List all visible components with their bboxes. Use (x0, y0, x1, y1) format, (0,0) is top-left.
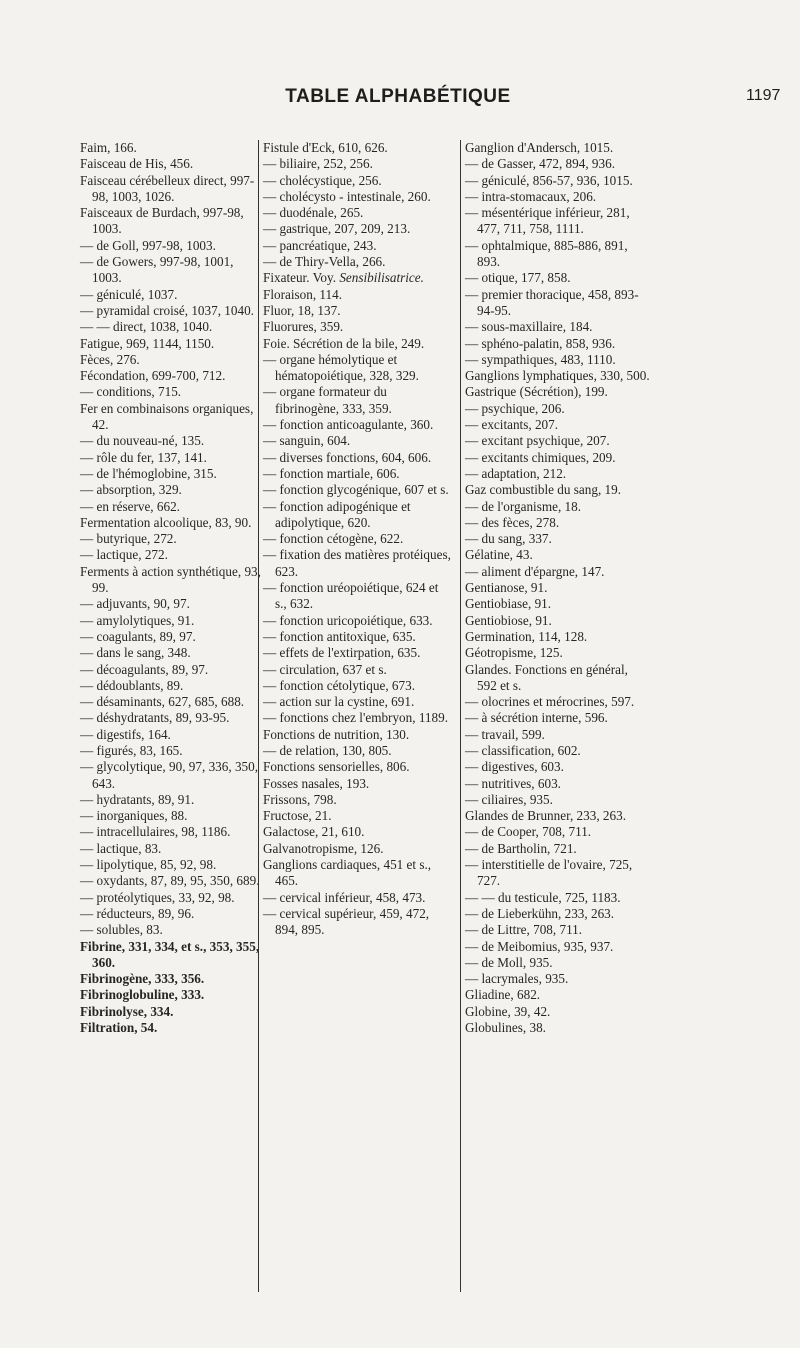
index-entry (80, 792, 262, 808)
index-entry (80, 433, 262, 449)
index-entry (465, 580, 651, 596)
index-entry (465, 238, 651, 271)
index-entry-text: Gélatine, 43. (465, 547, 533, 563)
index-entry-text: — fonction cétolytique, 673. (263, 677, 415, 693)
index-entry-text: — excitants, 207. (465, 417, 559, 433)
index-entry (465, 596, 651, 612)
index-entry-text: — psychique, 206. (465, 400, 565, 416)
index-entry-text: — interstitielle de l'ovaire, 725, 727. (465, 857, 633, 889)
index-entry-text: — solubles, 83. (80, 922, 163, 938)
index-entry (80, 857, 262, 873)
index-entry (80, 173, 262, 206)
index-entry-text: — de Bartholin, 721. (465, 840, 577, 856)
index-entry (263, 743, 453, 759)
index-entry-text: Galactose, 21, 610. (263, 824, 365, 840)
index-entry-text: Faisceaux de Burdach, 997-98, 1003. (80, 205, 244, 237)
index-entry (465, 173, 651, 189)
index-entry (263, 613, 453, 629)
index-entry (263, 189, 453, 205)
index-entry (80, 759, 262, 792)
index-entry (263, 694, 453, 710)
index-column-1 (80, 140, 262, 1036)
index-entry-text: Globine, 39, 42. (465, 1003, 551, 1019)
index-entry (80, 547, 262, 563)
index-entry (263, 727, 453, 743)
index-entry (263, 580, 453, 613)
index-entry-text: — hydratants, 89, 91. (80, 791, 195, 807)
index-entry (465, 352, 651, 368)
index-entry (465, 205, 651, 238)
index-entry (465, 987, 651, 1003)
index-entry-text: — de Littre, 708, 711. (465, 922, 583, 938)
index-entry-text: Fluor, 18, 137. (263, 302, 341, 318)
index-entry-text: — fonction glycogénique, 607 et s. (263, 482, 449, 498)
index-entry-text: — aliment d'épargne, 147. (465, 563, 605, 579)
index-entry-text: Fer en combinaisons organiques, 42. (80, 400, 254, 433)
index-entry (263, 890, 453, 906)
index-entry-text: Fibrinoglobuline, 333. (80, 987, 205, 1003)
index-entry (465, 140, 651, 156)
index-entry-text: — ciliaires, 935. (465, 791, 553, 807)
index-entry (80, 319, 262, 335)
index-entry-text: — digestifs, 164. (80, 726, 171, 742)
index-entry-text: — cholécystique, 256. (263, 172, 382, 188)
index-entry-text: — des fèces, 278. (465, 514, 560, 530)
index-entry-text: — duodénale, 265. (263, 205, 364, 221)
index-entry (263, 824, 453, 840)
index-entry (263, 417, 453, 433)
index-entry (465, 531, 651, 547)
index-entry-text: — conditions, 715. (80, 384, 182, 400)
index-entry-text: — de Moll, 935. (465, 954, 553, 970)
index-column-3 (460, 140, 651, 1292)
index-entry (465, 287, 651, 320)
index-entry (263, 205, 453, 221)
index-entry-text: — gastrique, 207, 209, 213. (263, 221, 411, 237)
index-entry-text: — butyrique, 272. (80, 531, 177, 547)
index-entry-text: — de Thiry-Vella, 266. (263, 254, 386, 270)
index-entry (465, 727, 651, 743)
index-entry-text: Fluorures, 359. (263, 319, 344, 335)
index-entry-text: Fibrinogène, 333, 356. (80, 971, 205, 987)
index-entry-text: — dans le sang, 348. (80, 645, 191, 661)
index-entry (263, 303, 453, 319)
index-entry-text: — intra-stomacaux, 206. (465, 188, 597, 204)
index-entry (263, 710, 453, 726)
index-entry (263, 156, 453, 172)
index-entry-text: — travail, 599. (465, 726, 545, 742)
index-entry-text: — de Lieberkühn, 233, 263. (465, 905, 615, 921)
index-entry-text: — géniculé, 1037. (80, 286, 178, 302)
index-entry-text: — classification, 602. (465, 742, 581, 758)
index-entry (80, 368, 262, 384)
index-entry-text: — glycolytique, 90, 97, 336, 350, 643. (80, 759, 259, 791)
index-entry (80, 727, 262, 743)
index-entry (263, 238, 453, 254)
index-entry-text: — amylolytiques, 91. (80, 612, 195, 628)
index-entry (80, 156, 262, 172)
index-entry-text: — lipolytique, 85, 92, 98. (80, 857, 217, 873)
index-entry (80, 694, 262, 710)
index-entry (465, 645, 651, 661)
index-entry-text: Fructose, 21. (263, 808, 332, 824)
index-entry (465, 971, 651, 987)
index-entry (80, 384, 262, 400)
index-entry (80, 450, 262, 466)
index-entry-text: Gaz combustible du sang, 19. (465, 482, 622, 498)
index-entry-text: — ophtalmique, 885-886, 891, 893. (465, 237, 628, 270)
index-entry-text: — à sécrétion interne, 596. (465, 710, 608, 726)
index-entry-text: — pyramidal croisé, 1037, 1040. (80, 302, 254, 318)
index-entry-text: Foie. Sécrétion de la bile, 249. (263, 335, 425, 351)
index-entry (80, 645, 262, 661)
index-entry-text: — de Meibomius, 935, 937. (465, 938, 614, 954)
index-entry-text: — en réserve, 662. (80, 498, 180, 514)
index-entry (80, 482, 262, 498)
index-entry-text: Faim, 166. (80, 140, 137, 155)
index-entry (465, 613, 651, 629)
page-number: 1197 (746, 87, 781, 104)
index-entry (465, 499, 651, 515)
index-entry (263, 808, 453, 824)
index-entry (80, 596, 262, 612)
index-entry-text: — digestives, 603. (465, 759, 564, 775)
index-entry-text: — oxydants, 87, 89, 95, 350, 689. (80, 873, 260, 889)
index-entry (465, 1020, 651, 1036)
index-entry-text: — fonction cétogène, 622. (263, 531, 404, 547)
index-entry (263, 759, 453, 775)
index-entry (80, 873, 262, 889)
index-entry (263, 482, 453, 498)
index-entry (465, 841, 651, 857)
index-entry-text: — pancréatique, 243. (263, 237, 377, 253)
index-entry (465, 384, 651, 400)
index-entry-text: — mésentérique inférieur, 281, 477, 711, 758, 1111. (465, 205, 630, 237)
index-entry (465, 694, 651, 710)
index-entry (465, 417, 651, 433)
index-entry-text: — de Goll, 997-98, 1003. (80, 237, 216, 253)
index-entry-text: Fibrinolyse, 334. (80, 1003, 174, 1019)
index-entry-text: Fixateur. Voy. (263, 270, 337, 286)
index-entry-text: — du sang, 337. (465, 531, 552, 547)
index-entry-text: Filtration, 54. (80, 1020, 158, 1036)
index-entry-text: Fèces, 276. (80, 351, 140, 367)
index-entry (263, 173, 453, 189)
index-entry-text: — excitants chimiques, 209. (465, 449, 616, 465)
index-entry-text: — décoagulants, 89, 97. (80, 661, 209, 677)
index-entry-text: Fermentation alcoolique, 83, 90. (80, 514, 252, 530)
index-entry (263, 906, 453, 939)
index-entry (263, 319, 453, 335)
index-entry (465, 336, 651, 352)
index-entry-text: — nutritives, 603. (465, 775, 561, 791)
index-entry (465, 1004, 651, 1020)
index-entry (465, 808, 651, 824)
index-entry-text: Gastrique (Sécrétion), 199. (465, 384, 608, 400)
index-entry (263, 466, 453, 482)
index-entry-text: — otique, 177, 858. (465, 270, 571, 286)
index-entry (465, 547, 651, 563)
index-entry (465, 189, 651, 205)
index-entry (465, 401, 651, 417)
index-entry-text: — de Gasser, 472, 894, 936. (465, 156, 616, 172)
index-entry-text: Glandes de Brunner, 233, 263. (465, 808, 626, 824)
index-entry-text: — de relation, 130, 805. (263, 742, 392, 758)
index-entry (465, 955, 651, 971)
index-entry (80, 401, 262, 434)
index-entry-text: — lactique, 272. (80, 547, 168, 563)
index-entry (80, 743, 262, 759)
index-entry-text: Fécondation, 699-700, 712. (80, 368, 226, 384)
index-entry-text: — dédoublants, 89. (80, 677, 184, 693)
index-entry (80, 808, 262, 824)
index-entry (465, 743, 651, 759)
index-entry (263, 287, 453, 303)
index-entry-text: — sanguin, 604. (263, 433, 351, 449)
index-entry (263, 384, 453, 417)
index-entry (80, 564, 262, 597)
index-entry (465, 939, 651, 955)
index-entry (263, 547, 453, 580)
index-entry-text: — cervical supérieur, 459, 472, 894, 895. (263, 905, 430, 938)
index-entry (263, 499, 453, 532)
index-entry (80, 205, 262, 238)
index-entry-text: — — direct, 1038, 1040. (80, 319, 213, 335)
index-entry (465, 662, 651, 695)
index-entry-text: Floraison, 114. (263, 286, 343, 302)
index-entry (80, 987, 262, 1003)
index-entry-text: Glandes. Fonctions en général, 592 et s. (465, 661, 628, 693)
index-entry (465, 710, 651, 726)
index-entry-text: — déshydratants, 89, 93-95. (80, 710, 230, 726)
index-entry (465, 759, 651, 775)
index-entry-text: Fatigue, 969, 1144, 1150. (80, 335, 215, 351)
index-entry-text: Gentianose, 91. (465, 580, 548, 596)
index-entry-text: — action sur la cystine, 691. (263, 694, 415, 710)
index-entry (465, 857, 651, 890)
index-entry (465, 156, 651, 172)
index-entry-text: — de Gowers, 997-98, 1001, 1003. (80, 254, 234, 286)
index-entry (263, 792, 453, 808)
index-entry (263, 857, 453, 890)
index-entry-text: — inorganiques, 88. (80, 808, 188, 824)
index-entry (465, 270, 651, 286)
index-entry (263, 336, 453, 352)
index-entry (263, 678, 453, 694)
index-entry (80, 352, 262, 368)
index-entry (80, 1020, 262, 1036)
index-entry (80, 710, 262, 726)
index-entry (465, 433, 651, 449)
index-entry-text: — diverses fonctions, 604, 606. (263, 449, 432, 465)
index-entry (263, 140, 453, 156)
index-entry-text: — organe hémolytique et hématopoiétique, 328, 329. (263, 351, 419, 384)
index-entry-text: — protéolytiques, 33, 92, 98. (80, 889, 235, 905)
index-entry (80, 678, 262, 694)
index-entry (80, 841, 262, 857)
page-title: TABLE ALPHABÉTIQUE (285, 86, 511, 107)
index-entry-text: Ferments à action synthétique, 93, 99. (80, 563, 261, 596)
index-entry (263, 433, 453, 449)
index-entry-text: Fonctions de nutrition, 130. (263, 726, 410, 742)
index-entry (80, 613, 262, 629)
index-entry-text: — intracellulaires, 98, 1186. (80, 824, 231, 840)
index-entry (80, 922, 262, 938)
index-entry-text: — fixation des matières protéiques, 623. (263, 547, 451, 579)
index-entry-text: — fonction uricopoiétique, 633. (263, 612, 433, 628)
index-entry-text: — lacrymales, 935. (465, 971, 569, 987)
index-entry-text: Faisceau cérébelleux direct, 997-98, 1003, 1026. (80, 172, 255, 204)
index-entry-text: — sous-maxillaire, 184. (465, 319, 593, 335)
index-entry-text: Gliadine, 682. (465, 987, 541, 1003)
index-entry-text: Frissons, 798. (263, 791, 337, 807)
index-entry (263, 254, 453, 270)
index-entry-text: Globulines, 38. (465, 1020, 546, 1036)
index-entry (263, 270, 453, 286)
index-entry (80, 140, 262, 156)
index-entry-text: — fonction adipogénique et adipolytique, 620. (263, 498, 411, 530)
index-entry-text: Fibrine, 331, 334, et s., 353, 355, 360. (80, 938, 260, 970)
index-entry-text: Ganglions cardiaques, 451 et s., 465. (263, 857, 432, 889)
index-entry (80, 662, 262, 678)
index-entry-text: — géniculé, 856-57, 936, 1015. (465, 172, 633, 188)
index-entry (80, 824, 262, 840)
index-entry-text: — désaminants, 627, 685, 688. (80, 694, 245, 710)
index-entry-text: — circulation, 637 et s. (263, 661, 387, 677)
index-entry-text: — de l'hémoglobine, 315. (80, 465, 217, 481)
index-entry-text: — lactique, 83. (80, 840, 162, 856)
index-entry (80, 515, 262, 531)
index-entry (465, 466, 651, 482)
index-entry-text: — fonction martiale, 606. (263, 465, 400, 481)
index-entry-text: Fosses nasales, 193. (263, 775, 370, 791)
index-entry-text: Fistule d'Eck, 610, 626. (263, 140, 388, 155)
index-entry (465, 515, 651, 531)
index-entry (465, 922, 651, 938)
index-entry (80, 939, 262, 972)
index-entry (80, 336, 262, 352)
index-entry-text: — sympathiques, 483, 1110. (465, 351, 616, 367)
index-entry (80, 906, 262, 922)
index-entry-text: — coagulants, 89, 97. (80, 628, 196, 644)
index-entry (263, 450, 453, 466)
index-entry-text: — sphéno-palatin, 858, 936. (465, 335, 616, 351)
index-entry-text: — adaptation, 212. (465, 465, 567, 481)
index-entry-text: Galvanotropisme, 126. (263, 840, 384, 856)
index-entry-text: — biliaire, 252, 256. (263, 156, 373, 172)
index-entry (80, 499, 262, 515)
index-entry-text: — olocrines et mérocrines, 597. (465, 694, 635, 710)
index-entry (465, 776, 651, 792)
index-entry (263, 221, 453, 237)
index-entry-text: — fonction antitoxique, 635. (263, 628, 416, 644)
index-entry-text: — fonctions chez l'embryon, 1189. (263, 710, 449, 726)
index-entry-text: — absorption, 329. (80, 482, 182, 498)
index-entry (263, 531, 453, 547)
index-entry-text: Fonctions sensorielles, 806. (263, 759, 410, 775)
index-entry (465, 906, 651, 922)
index-entry-text: — organe formateur du fibrinogène, 333, 359. (263, 384, 392, 416)
index-entry-text: — cholécysto - intestinale, 260. (263, 188, 431, 204)
index-entry-text: Faisceau de His, 456. (80, 156, 194, 172)
index-entry (465, 368, 651, 384)
index-entry-text: — cervical inférieur, 458, 473. (263, 889, 426, 905)
index-entry (465, 890, 651, 906)
index-entry (263, 352, 453, 385)
index-entry-crossref: Sensibilisatrice. (339, 270, 424, 286)
index-entry-text: — fonction uréopoiétique, 624 et s., 632. (263, 580, 439, 612)
index-entry-text: — rôle du fer, 137, 141. (80, 449, 207, 465)
index-entry (80, 890, 262, 906)
index-entry (80, 466, 262, 482)
index-entry-text: — figurés, 83, 165. (80, 742, 183, 758)
index-entry (80, 287, 262, 303)
index-entry (263, 841, 453, 857)
index-entry-text: — premier thoracique, 458, 893-94-95. (465, 286, 639, 318)
index-entry (465, 824, 651, 840)
page-header (0, 86, 800, 116)
index-entry (80, 971, 262, 987)
index-entry (80, 238, 262, 254)
index-entry-text: — — du testicule, 725, 1183. (465, 889, 621, 905)
index-entry-text: Gentiobiase, 91. (465, 596, 552, 612)
index-entry (263, 776, 453, 792)
index-entry (80, 254, 262, 287)
index-entry (465, 319, 651, 335)
index-entry (465, 629, 651, 645)
index-entry-text: Géotropisme, 125. (465, 645, 563, 661)
index-entry (465, 482, 651, 498)
index-entry (80, 629, 262, 645)
index-entry (465, 792, 651, 808)
index-entry (80, 303, 262, 319)
index-entry-text: Ganglion d'Andersch, 1015. (465, 140, 614, 155)
index-entry-text: — adjuvants, 90, 97. (80, 596, 190, 612)
index-entry-text: Gentiobiose, 91. (465, 612, 552, 628)
index-entry-text: Germination, 114, 128. (465, 628, 588, 644)
index-entry-text: — de l'organisme, 18. (465, 498, 582, 514)
index-entry-text: — fonction anticoagulante, 360. (263, 417, 434, 433)
index-entry-text: — effets de l'extirpation, 635. (263, 645, 421, 661)
index-column-2 (258, 140, 453, 1292)
index-entry-text: — de Cooper, 708, 711. (465, 824, 592, 840)
index-entry (263, 645, 453, 661)
index-entry (80, 531, 262, 547)
index-entry (80, 1004, 262, 1020)
index-entry-text: — excitant psychique, 207. (465, 433, 610, 449)
index-entry (263, 629, 453, 645)
index-entry (263, 662, 453, 678)
index-entry (465, 564, 651, 580)
index-entry-text: — du nouveau-né, 135. (80, 433, 205, 449)
index-entry (465, 450, 651, 466)
index-entry-text: — réducteurs, 89, 96. (80, 905, 195, 921)
index-entry-text: Ganglions lymphatiques, 330, 500. (465, 368, 650, 384)
